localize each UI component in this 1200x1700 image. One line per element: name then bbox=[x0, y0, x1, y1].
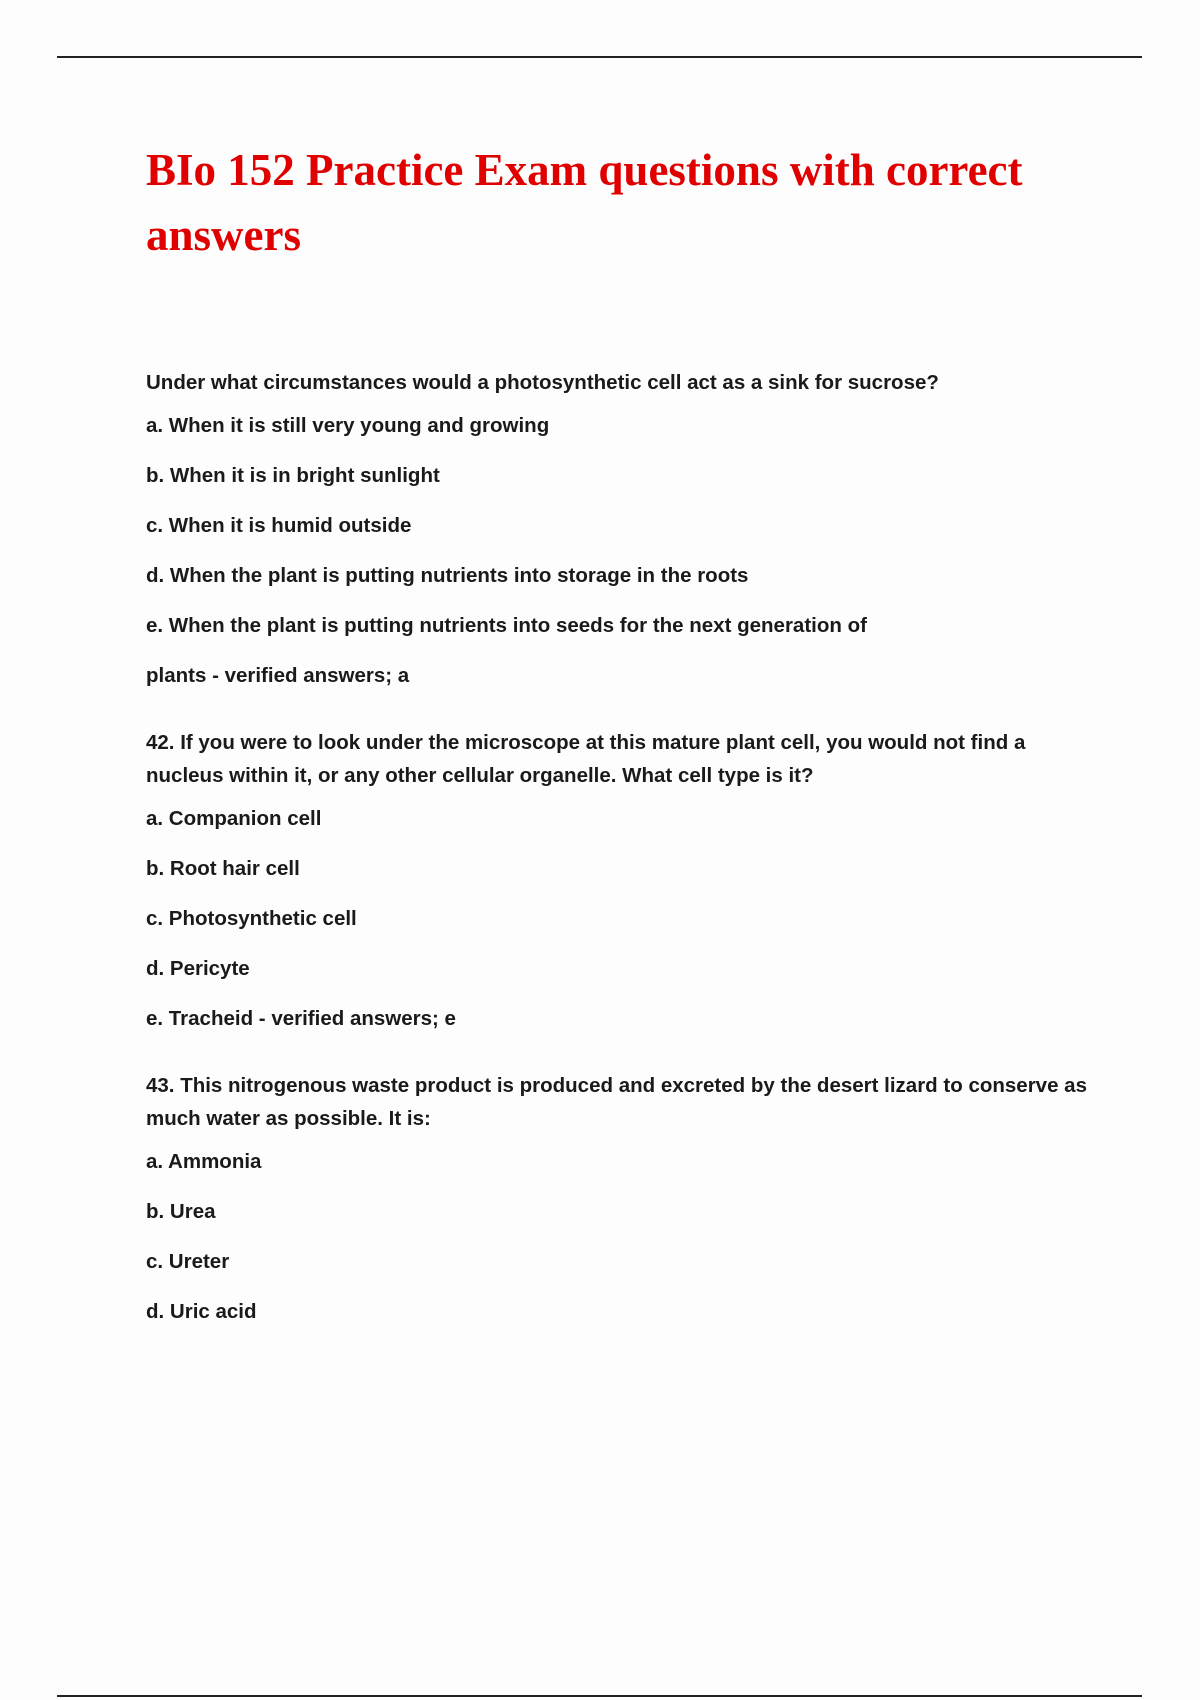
question-block bbox=[146, 1069, 1106, 1324]
answer-option: d. When the plant is putting nutrients into storage in the roots bbox=[146, 564, 749, 587]
document-body bbox=[146, 138, 1106, 1362]
answer-option: b. When it is in bright sunlight bbox=[146, 464, 440, 487]
answer-option: e. When the plant is putting nutrients into seeds for the next generation of bbox=[146, 614, 867, 637]
answer-option: b. Root hair cell bbox=[146, 857, 300, 880]
answer-option: plants - verified answers; a bbox=[146, 664, 410, 687]
question-block bbox=[146, 726, 1106, 1031]
answer-option: a. Ammonia bbox=[146, 1150, 262, 1173]
question-block bbox=[146, 366, 1106, 688]
answer-option: b. Urea bbox=[146, 1200, 216, 1223]
answer-option: d. Uric acid bbox=[146, 1300, 257, 1323]
answer-option: e. Tracheid - verified answers; e bbox=[146, 1007, 456, 1030]
answer-option: c. Photosynthetic cell bbox=[146, 907, 357, 930]
question-prompt: 42. If you were to look under the microscope at this mature plant cell, you would not find a nucleus within it, or any other cellular organelle. What cell type is it? bbox=[146, 731, 1026, 787]
answer-option: c. When it is humid outside bbox=[146, 514, 412, 537]
question-list bbox=[146, 366, 1106, 1324]
page-top-rule bbox=[57, 56, 1142, 58]
answer-option: c. Ureter bbox=[146, 1250, 230, 1273]
document-title: BIo 152 Practice Exam questions with correct answers bbox=[146, 145, 1023, 260]
answer-option: d. Pericyte bbox=[146, 957, 250, 980]
page-bottom-rule bbox=[57, 1695, 1142, 1697]
question-prompt: Under what circumstances would a photosynthetic cell act as a sink for sucrose? bbox=[146, 371, 939, 394]
question-prompt: 43. This nitrogenous waste product is produced and excreted by the desert lizard to conserve as much water as possible. It is: bbox=[146, 1074, 1087, 1130]
answer-option: a. When it is still very young and growing bbox=[146, 414, 550, 437]
answer-option: a. Companion cell bbox=[146, 807, 322, 830]
